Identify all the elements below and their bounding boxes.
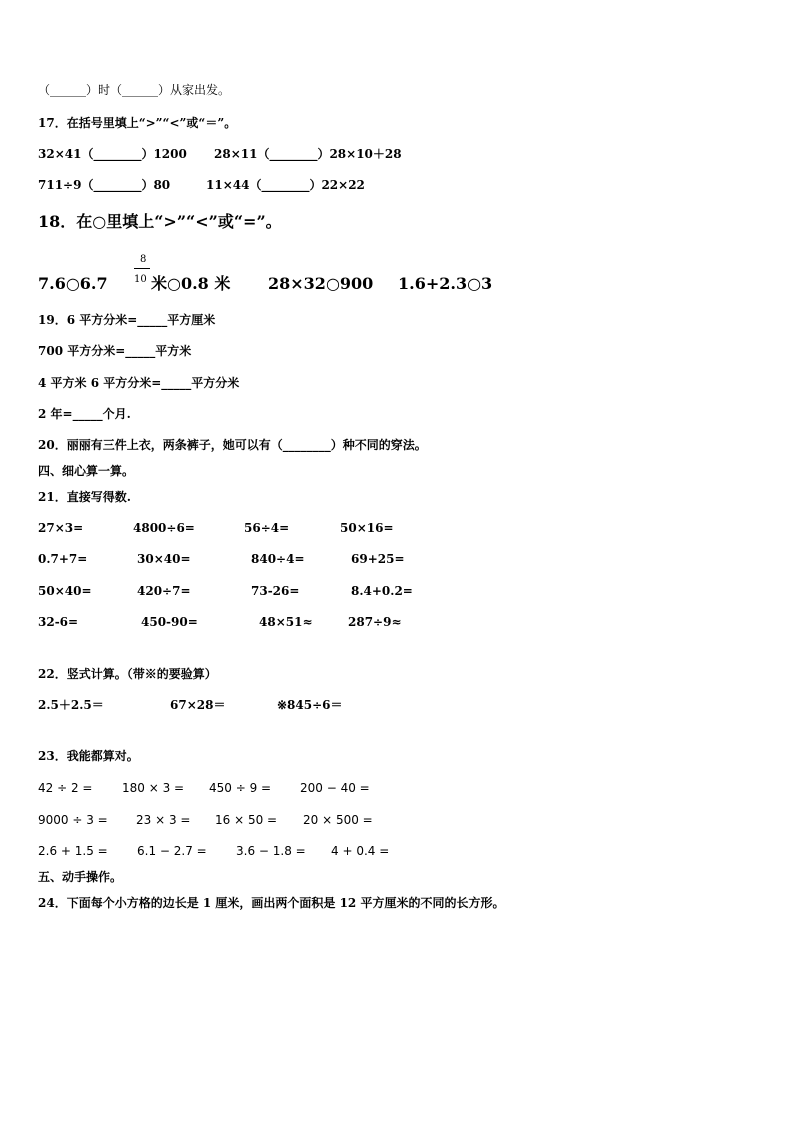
q22-item: ※845÷6＝ [277,698,343,712]
q19-line: 4 平方米 6 平方分米=_____平方分米 [38,376,240,390]
q21-item: 840÷4= [251,552,305,566]
q24-text: 24．下面每个小方格的边长是 1 厘米，画出两个面积是 12 平方厘米的不同的长方形。 [38,896,505,910]
q23-item: 6.1 − 2.7 = [137,844,207,858]
q21-item: 450-90= [141,615,198,629]
q21-item: 73-26= [251,584,300,598]
q21-item: 8.4+0.2= [351,584,413,598]
q23-item: 20 × 500 = [303,813,373,827]
q23-item: 16 × 50 = [215,813,278,827]
q23-item: 200 − 40 = [300,781,370,795]
section-5-heading: 五、动手操作。 [38,870,123,884]
q22-item: 67×28＝ [170,698,226,712]
q21-item: 0.7+7= [38,552,88,566]
q21-item: 50×40= [38,584,92,598]
q17-item: 32×41（________）1200 [38,147,187,161]
q19-line: 19．6 平方分米=_____平方厘米 [38,313,216,327]
q19-line: 700 平方分米=_____平方米 [38,344,192,358]
q21-item: 287÷9≈ [348,615,402,629]
q20-text: 20．丽丽有三件上衣，两条裤子，她可以有（________）种不同的穿法。 [38,438,427,452]
q21-item: 4800÷6= [133,521,195,535]
q23-title: 23．我能都算对。 [38,749,139,763]
q18-title: 18．在○里填上“>”“<”或“=”。 [38,212,282,231]
q19-line: 2 年=_____个月. [38,407,131,421]
section-4-heading: 四、细心算一算。 [38,464,135,478]
q18-item: 7.6○6.7 [38,274,108,293]
q23-item: 3.6 − 1.8 = [236,844,306,858]
q21-item: 69+25= [351,552,405,566]
q23-item: 9000 ÷ 3 = [38,813,108,827]
q18-item: 米○0.8 米 [151,274,231,293]
q23-item: 450 ÷ 9 = [209,781,272,795]
q17-item: 711÷9（________）80 [38,178,171,192]
q17-item: 28×11（________）28×10＋28 [214,147,402,161]
q21-item: 27×3= [38,521,84,535]
q17-title: 17．在括号里填上“>”“<”或“＝”。 [38,116,237,130]
q18-fraction-numerator: 8 [140,254,147,265]
q22-title: 22．竖式计算。（带※的要验算） [38,667,217,681]
q23-item: 180 × 3 = [122,781,185,795]
q21-item: 48×51≈ [259,615,313,629]
q22-item: 2.5＋2.5＝ [38,698,104,712]
q21-item: 32-6= [38,615,79,629]
q18-item: 28×32○900 [268,274,374,293]
q23-item: 42 ÷ 2 = [38,781,93,795]
q21-item: 50×16= [340,521,394,535]
q21-item: 30×40= [137,552,191,566]
q16-tail-text: （______）时（______）从家出发。 [38,83,231,97]
q23-item: 23 × 3 = [136,813,191,827]
q18-fraction-bar [134,268,150,269]
q23-item: 4 + 0.4 = [331,844,390,858]
q18-fraction-denominator: 10 [134,274,147,285]
q21-item: 56÷4= [244,521,290,535]
q17-item: 11×44（________）22×22 [206,178,365,192]
q21-item: 420÷7= [137,584,191,598]
q18-item: 1.6+2.3○3 [398,274,493,293]
q21-title: 21．直接写得数. [38,490,131,504]
q23-item: 2.6 + 1.5 = [38,844,108,858]
